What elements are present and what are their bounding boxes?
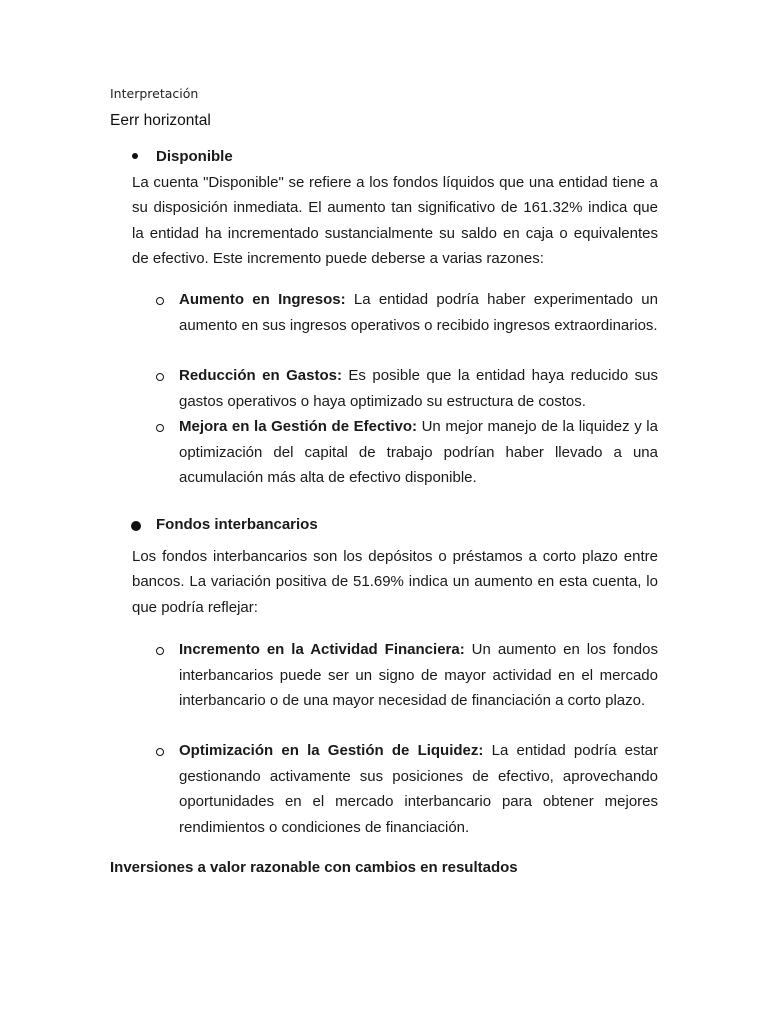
bullet-dot-icon bbox=[132, 153, 138, 159]
list-item-body bbox=[179, 414, 658, 491]
list-item-text: La entidad podría estar gestionando activamente sus posiciones de efectivo, aprovechando oportunidades en el mercado interbancario para obtener mejores rendimientos o condiciones de financiación. bbox=[179, 742, 658, 836]
list-item-text: La entidad podría haber experimentado un aumento en sus ingresos operativos o recibido ingresos extraordinarios. bbox=[179, 291, 658, 334]
next-section-heading: Inversiones a valor razonable con cambios en resultados bbox=[110, 859, 518, 876]
bullet-circle-icon bbox=[156, 373, 164, 381]
bullet-circle-icon bbox=[156, 424, 164, 432]
section-heading-text: Disponible bbox=[156, 148, 233, 165]
list-item-text: Un aumento en los fondos interbancarios puede ser un signo de mayor actividad en el mercado interbancario o de una mayor necesidad de financiación a corto plazo. bbox=[179, 641, 658, 709]
list-item-term: Incremento en la Actividad Financiera: bbox=[179, 641, 465, 658]
list-item-body bbox=[179, 637, 658, 714]
list-item-body bbox=[179, 363, 658, 414]
list-item-body bbox=[179, 287, 658, 338]
list-item-term: Reducción en Gastos: bbox=[179, 367, 342, 384]
list-item-term: Mejora en la Gestión de Efectivo: bbox=[179, 418, 417, 435]
list-item-term: Aumento en Ingresos: bbox=[179, 291, 346, 308]
list-item-text: Es posible que la entidad haya reducido sus gastos operativos o haya optimizado su estructura de costos. bbox=[179, 367, 658, 410]
document-subtitle: Eerr horizontal bbox=[110, 112, 211, 129]
bullet-circle-icon bbox=[156, 647, 164, 655]
section-intro-fondos-interbancarios: Los fondos interbancarios son los depósitos o préstamos a corto plazo entre bancos. La variación positiva de 51.69% indica un aumento en esta cuenta, lo que podría reflejar: bbox=[132, 548, 658, 616]
list-item-body bbox=[179, 738, 658, 840]
document-small-title: Interpretación bbox=[110, 86, 199, 101]
list-item-term: Optimización en la Gestión de Liquidez: bbox=[179, 742, 484, 759]
section-intro-disponible: La cuenta "Disponible" se refiere a los fondos líquidos que una entidad tiene a su disposición inmediata. El aumento tan significativo de 161.32% indica que la entidad ha incrementado sustancialmente su saldo en caja o equivalentes de efectivo. Este incremento puede deberse a varias razones: bbox=[132, 174, 658, 268]
bullet-circle-icon bbox=[156, 748, 164, 756]
bullet-dot-icon bbox=[131, 521, 141, 531]
list-item-text: Un mejor manejo de la liquidez y la optimización del capital de trabajo podrían haber llevado a una acumulación más alta de efectivo disponible. bbox=[179, 418, 658, 486]
bullet-circle-icon bbox=[156, 297, 164, 305]
section-heading-text: Fondos interbancarios bbox=[156, 516, 318, 533]
